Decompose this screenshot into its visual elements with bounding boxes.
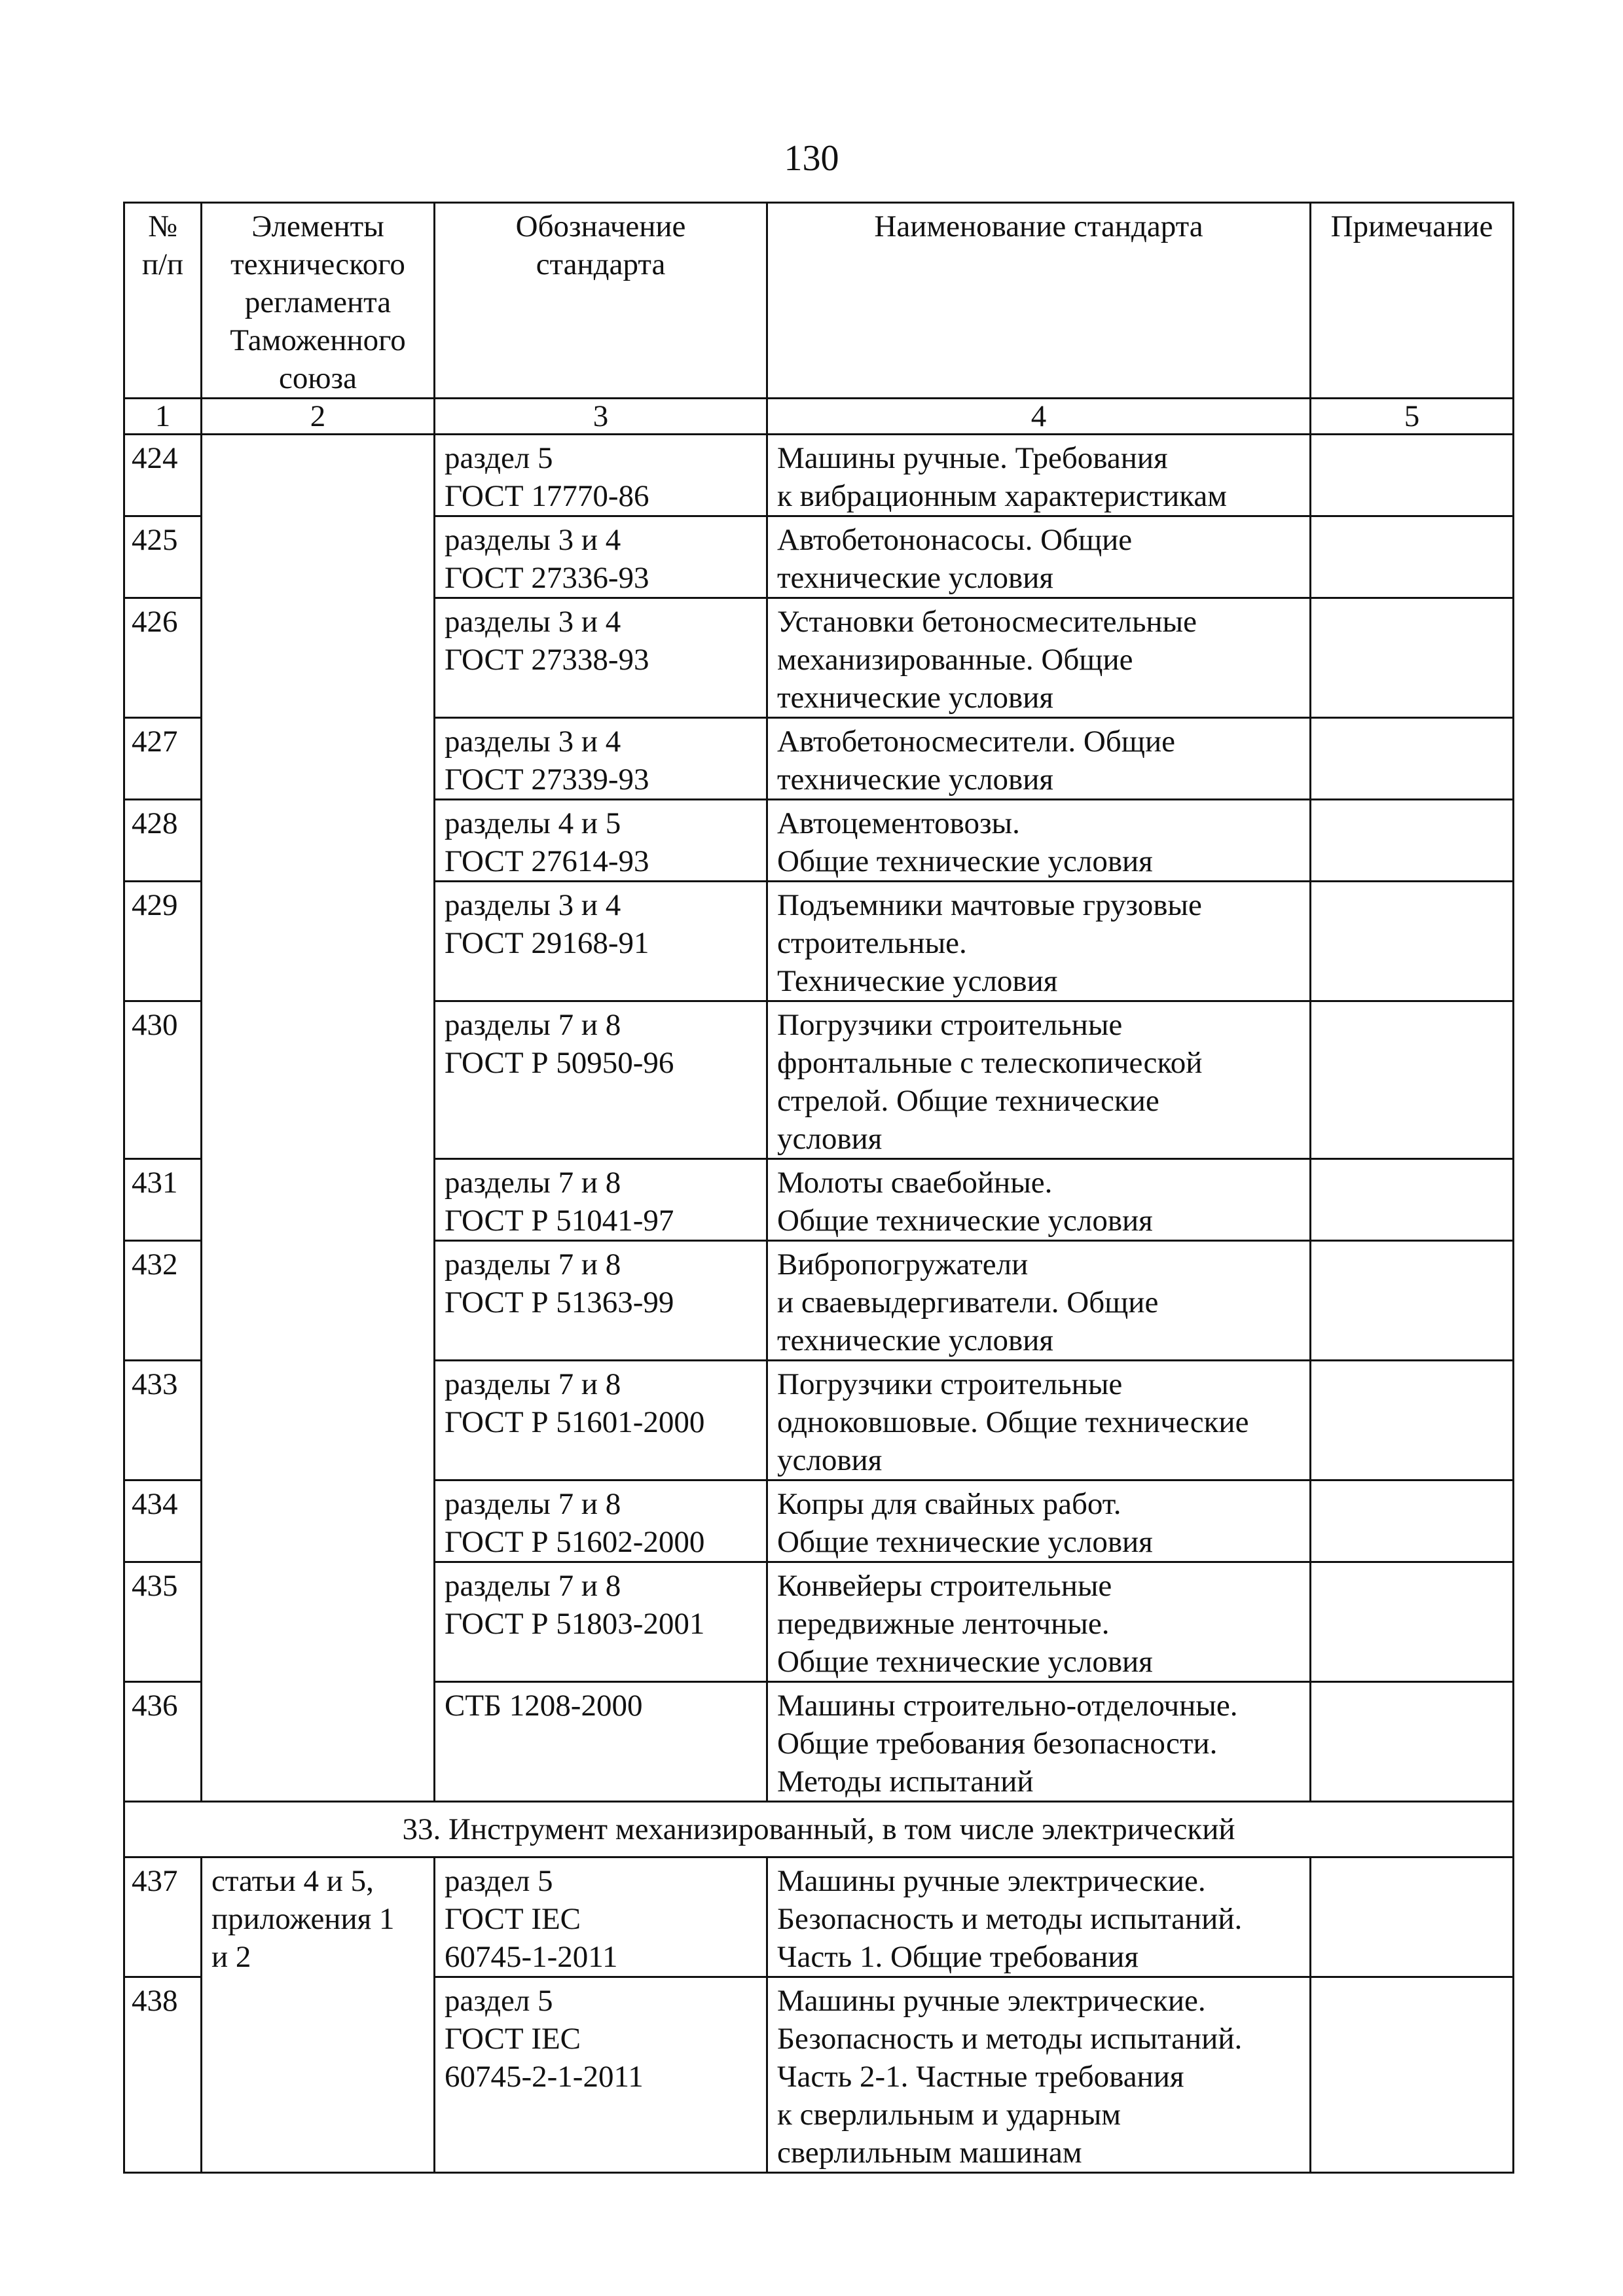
- note: [1311, 435, 1514, 516]
- header-elements: Элементы технического регламента Таможенного союза: [202, 203, 435, 399]
- note: [1311, 1001, 1514, 1159]
- standard-name: Молоты свaебойные. Общие технические условия: [767, 1159, 1311, 1241]
- standard-name: Подъемники мачтовые грузовые строительные. Технические условия: [767, 882, 1311, 1001]
- standard-designation: СТБ 1208-2000: [435, 1682, 767, 1802]
- header-number: № п/п: [124, 203, 202, 399]
- regulation-element: статьи 4 и 5, приложения 1 и 2: [202, 1857, 435, 2173]
- header-note: Примечание: [1311, 203, 1514, 399]
- standard-designation: разделы 7 и 8 ГОСТ Р 51602-2000: [435, 1480, 767, 1562]
- note: [1311, 598, 1514, 718]
- note: [1311, 800, 1514, 882]
- note: [1311, 1682, 1514, 1802]
- standard-name: Погрузчики строительные фронтальные с телескопической стрелой. Общие технические условия: [767, 1001, 1311, 1159]
- standard-designation: разделы 3 и 4 ГОСТ 27339-93: [435, 718, 767, 800]
- standard-name: Автоцементовозы. Общие технические условия: [767, 800, 1311, 882]
- standard-name: Вибропогружатели и сваевыдергиватели. Общие технические условия: [767, 1241, 1311, 1361]
- standard-designation: разделы 3 и 4 ГОСТ 27336-93: [435, 516, 767, 598]
- note: [1311, 718, 1514, 800]
- standard-designation: разделы 3 и 4 ГОСТ 29168-91: [435, 882, 767, 1001]
- section-row: [124, 1802, 1514, 1857]
- standard-name: Погрузчики строительные одноковшовые. Общие технические условия: [767, 1361, 1311, 1480]
- standard-designation: раздел 5 ГОСТ IEC 60745-2-1-2011: [435, 1977, 767, 2173]
- column-numbers-row: [124, 399, 1514, 435]
- standard-designation: разделы 7 и 8 ГОСТ Р 50950-96: [435, 1001, 767, 1159]
- standard-designation: разделы 7 и 8 ГОСТ Р 51803-2001: [435, 1562, 767, 1682]
- standard-designation: разделы 3 и 4 ГОСТ 27338-93: [435, 598, 767, 718]
- page-number: 130: [784, 138, 839, 179]
- note: [1311, 882, 1514, 1001]
- note: [1311, 1857, 1514, 1977]
- section-title: 33. Инструмент механизированный, в том числе электрический: [124, 1802, 1514, 1857]
- standard-name: Автобетоносмесители. Общие технические условия: [767, 718, 1311, 800]
- header-standard-name: Наименование стандарта: [767, 203, 1311, 399]
- row-number: 434: [124, 1480, 202, 1562]
- standard-designation: разделы 4 и 5 ГОСТ 27614-93: [435, 800, 767, 882]
- column-number: 1: [124, 399, 202, 435]
- standard-designation: разделы 7 и 8 ГОСТ Р 51041-97: [435, 1159, 767, 1241]
- standard-designation: разделы 7 и 8 ГОСТ Р 51601-2000: [435, 1361, 767, 1480]
- standard-name: Машины ручные электрические. Безопасность и методы испытаний. Часть 1. Общие требования: [767, 1857, 1311, 1977]
- table-row: [124, 1857, 1514, 1977]
- note: [1311, 1361, 1514, 1480]
- note: [1311, 1562, 1514, 1682]
- note: [1311, 516, 1514, 598]
- row-number: 438: [124, 1977, 202, 2173]
- row-number: 424: [124, 435, 202, 516]
- note: [1311, 1977, 1514, 2173]
- standard-name: Автобетононасосы. Общие технические условия: [767, 516, 1311, 598]
- column-number: 3: [435, 399, 767, 435]
- standard-name: Конвейеры строительные передвижные ленточные. Общие технические условия: [767, 1562, 1311, 1682]
- standard-designation: разделы 7 и 8 ГОСТ Р 51363-99: [435, 1241, 767, 1361]
- note: [1311, 1241, 1514, 1361]
- row-number: 431: [124, 1159, 202, 1241]
- row-number: 429: [124, 882, 202, 1001]
- standards-table: [123, 202, 1514, 2174]
- row-number: 432: [124, 1241, 202, 1361]
- regulation-element: [202, 435, 435, 1802]
- row-number: 435: [124, 1562, 202, 1682]
- standard-designation: раздел 5 ГОСТ 17770-86: [435, 435, 767, 516]
- row-number: 426: [124, 598, 202, 718]
- standard-name: Машины строительно-отделочные. Общие требования безопасности. Методы испытаний: [767, 1682, 1311, 1802]
- row-number: 430: [124, 1001, 202, 1159]
- table-header-row: [124, 203, 1514, 399]
- row-number: 427: [124, 718, 202, 800]
- standard-name: Машины ручные. Требования к вибрационным характеристикам: [767, 435, 1311, 516]
- row-number: 436: [124, 1682, 202, 1802]
- row-number: 425: [124, 516, 202, 598]
- standard-name: Установки бетоносмесительные механизированные. Общие технические условия: [767, 598, 1311, 718]
- column-number: 5: [1311, 399, 1514, 435]
- row-number: 437: [124, 1857, 202, 1977]
- row-number: 428: [124, 800, 202, 882]
- standard-designation: раздел 5 ГОСТ IEC 60745-1-2011: [435, 1857, 767, 1977]
- note: [1311, 1480, 1514, 1562]
- column-number: 2: [202, 399, 435, 435]
- note: [1311, 1159, 1514, 1241]
- header-designation: Обозначение стандарта: [435, 203, 767, 399]
- standard-name: Машины ручные электрические. Безопасность и методы испытаний. Часть 2-1. Частные требования к сверлильным и ударным сверлильным машинам: [767, 1977, 1311, 2173]
- row-number: 433: [124, 1361, 202, 1480]
- table-row: [124, 435, 1514, 516]
- standard-name: Копры для свайных работ. Общие технические условия: [767, 1480, 1311, 1562]
- column-number: 4: [767, 399, 1311, 435]
